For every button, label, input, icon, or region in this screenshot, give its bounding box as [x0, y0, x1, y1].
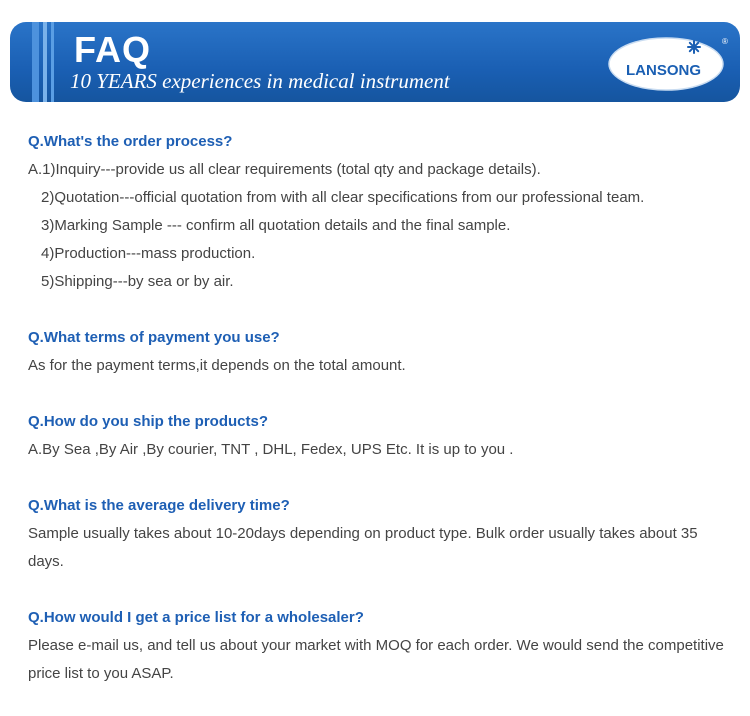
lansong-logo	[608, 32, 732, 92]
order-step-inquiry: A.1)Inquiry---provide us all clear requirements (total qty and package details).	[28, 161, 541, 178]
banner-title: FAQ	[74, 29, 152, 70]
faq-answer: A.By Sea ,By Air ,By courier, TNT , DHL, Fedex, UPS Etc. It is up to you .	[28, 441, 514, 458]
faq-question: Q.How do you ship the products?	[28, 413, 268, 430]
snowflake-icon	[688, 41, 700, 53]
faq-list	[28, 128, 728, 716]
faq-answer: As for the payment terms,it depends on the total amount.	[28, 357, 406, 374]
order-step-shipping: 5)Shipping---by sea or by air.	[41, 273, 234, 290]
faq-item-price-list	[28, 604, 728, 688]
faq-question: Q.What terms of payment you use?	[28, 329, 280, 346]
faq-answer: Please e-mail us, and tell us about your market with MOQ for each order. We would send the competitive price list to you ASAP.	[28, 637, 724, 682]
faq-item-shipping	[28, 408, 728, 464]
order-step-production: 4)Production---mass production.	[41, 245, 256, 262]
faq-item-payment-terms	[28, 324, 728, 380]
banner-stripe	[51, 22, 54, 102]
faq-question: Q.What is the average delivery time?	[28, 497, 290, 514]
banner-subtitle: 10 YEARS experiences in medical instrument	[70, 69, 450, 93]
banner-stripe	[32, 22, 39, 102]
faq-answer: Sample usually takes about 10-20days depending on product type. Bulk order usually takes about 35 days.	[28, 525, 698, 570]
banner-stripe	[43, 22, 47, 102]
order-step-quotation: 2)Quotation---official quotation from with all clear specifications from our professional team.	[41, 189, 645, 206]
registered-mark: ®	[722, 37, 728, 46]
faq-answer	[28, 156, 728, 296]
faq-question: Q.How would I get a price list for a wholesaler?	[28, 609, 364, 626]
faq-question: Q.What's the order process?	[28, 133, 233, 150]
order-step-sample: 3)Marking Sample --- confirm all quotation details and the final sample.	[41, 217, 511, 234]
logo-text: LANSONG	[626, 62, 701, 79]
faq-item-order-process	[28, 128, 728, 296]
faq-item-delivery-time	[28, 492, 728, 576]
faq-banner	[10, 22, 740, 102]
